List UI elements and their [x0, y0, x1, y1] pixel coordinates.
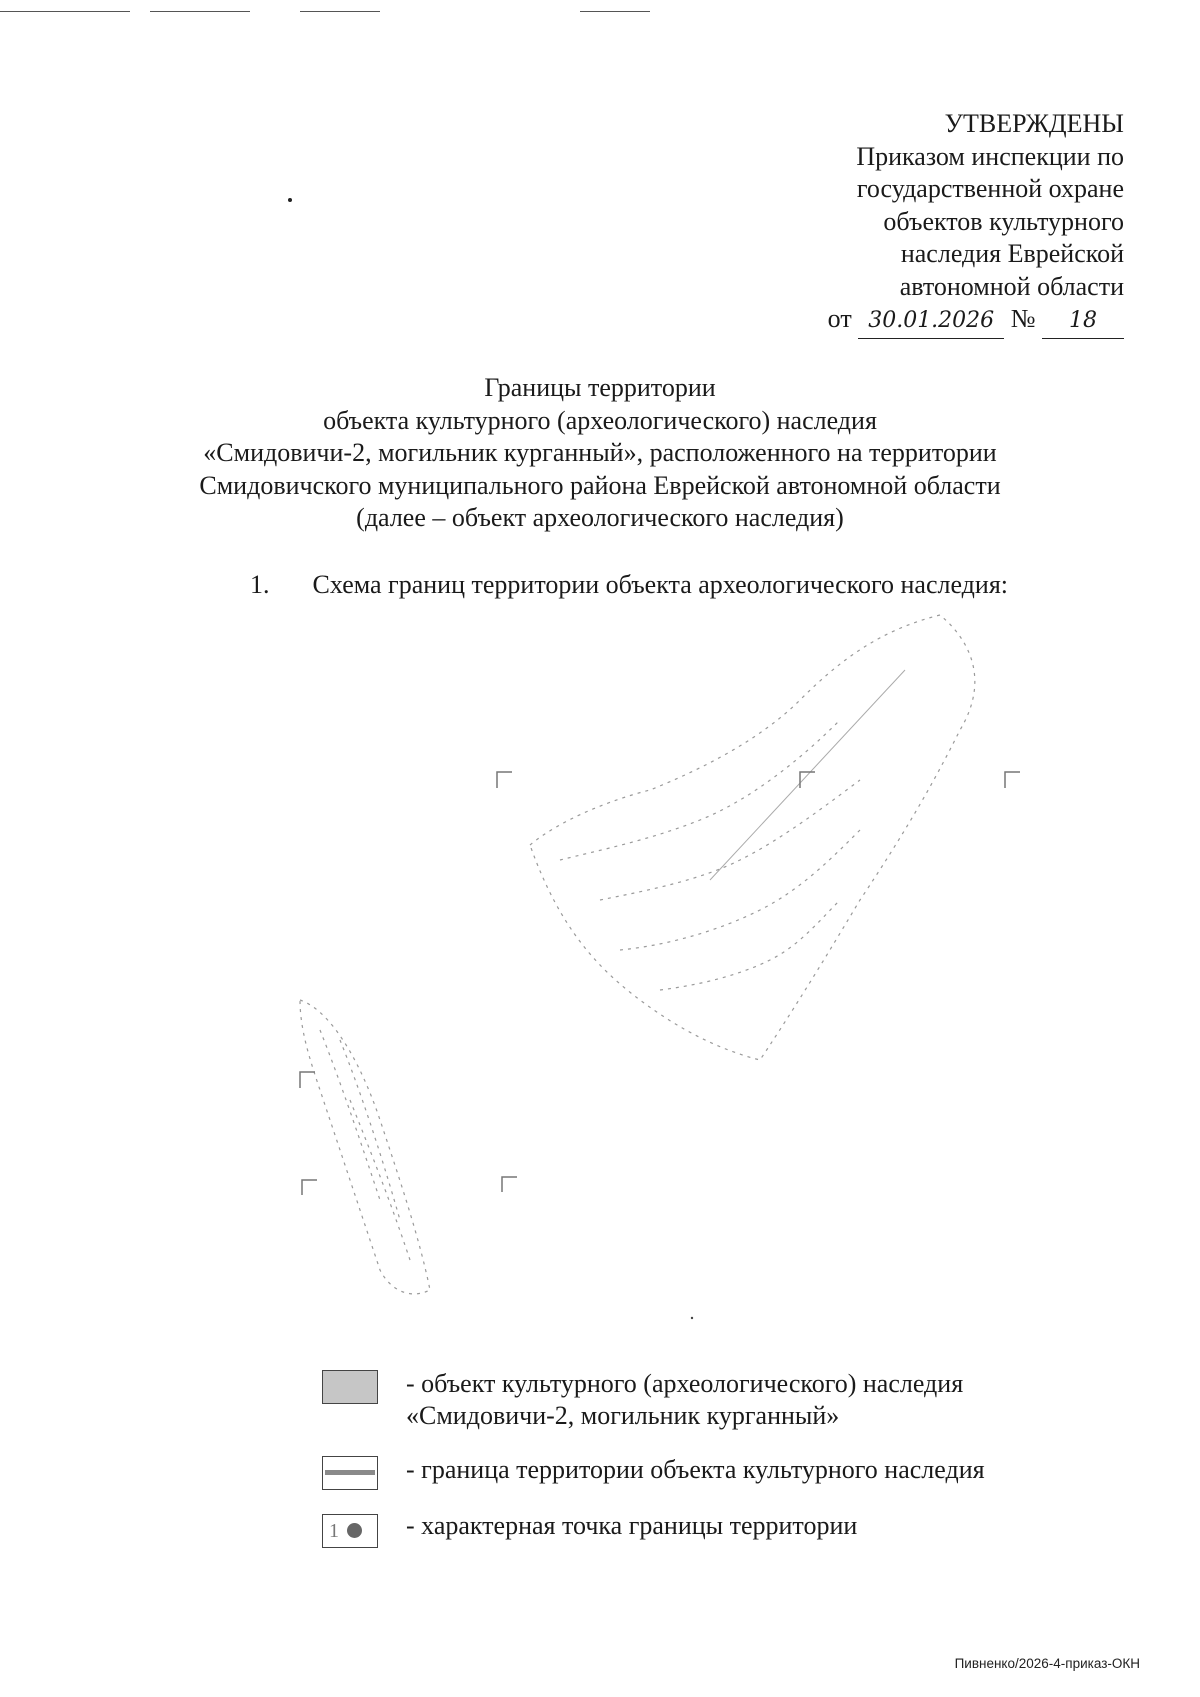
approval-line: Приказом инспекции по [856, 141, 1124, 171]
legend-text-line: «Смидовичи-2, могильник курганный» [406, 1401, 840, 1430]
handwritten-date: 30.01.2026 [858, 305, 1004, 339]
scan-artifact-line [300, 11, 380, 12]
approval-line: государственной охране [856, 174, 1124, 203]
title-line: (далее – объект археологического наследия) [356, 503, 844, 532]
approval-block [828, 108, 1124, 339]
section-text: Схема границ территории объекта археологического наследия: [312, 570, 1008, 599]
scan-artifact-line [0, 11, 130, 12]
approval-line: наследия Еврейской [900, 239, 1124, 268]
scan-artifact-line [150, 11, 250, 12]
scheme-faded-area-northeast [530, 615, 975, 1060]
title-line: объекта культурного (археологического) наследия [323, 405, 877, 435]
approval-date-line [828, 303, 1124, 339]
legend-text-line: - объект культурного (археологического) наследия [406, 1369, 964, 1398]
document-footer-reference: Пивненко/2026-4-приказ-ОКН [954, 1656, 1140, 1671]
title-line: Границы территории [484, 373, 716, 402]
title-line: Смидовичского муниципального района Еврейской автономной области [199, 470, 1001, 500]
scan-speck [691, 1317, 693, 1319]
approval-line: автономной области [899, 271, 1124, 301]
legend-text-line: - граница территории объекта культурного наследия [406, 1455, 985, 1484]
scheme-faint-line [710, 670, 905, 880]
section-number: 1. [250, 570, 270, 599]
scheme-corner-marks [300, 772, 1020, 1195]
section-heading [250, 570, 1008, 600]
point-dot-icon [347, 1523, 362, 1538]
handwritten-number: 18 [1042, 305, 1124, 339]
approval-heading: УТВЕРЖДЕНЫ [944, 109, 1124, 138]
approval-line: объектов культурного [883, 206, 1124, 236]
title-line: «Смидовичи-2, могильник курганный», расположенного на территории [203, 438, 997, 467]
scan-artifact-line [580, 11, 650, 12]
document-title [60, 372, 1140, 535]
scan-speck [288, 198, 292, 202]
boundary-swatch-icon [322, 1456, 378, 1490]
scheme-faded-area-southwest [300, 1000, 430, 1294]
number-sign: № [1010, 304, 1036, 333]
date-prefix: от [827, 304, 852, 333]
point-swatch-icon [322, 1514, 378, 1548]
area-swatch-icon [322, 1370, 378, 1404]
point-label: 1 [329, 1520, 339, 1542]
legend-text-line: - характерная точка границы территории [406, 1511, 858, 1540]
